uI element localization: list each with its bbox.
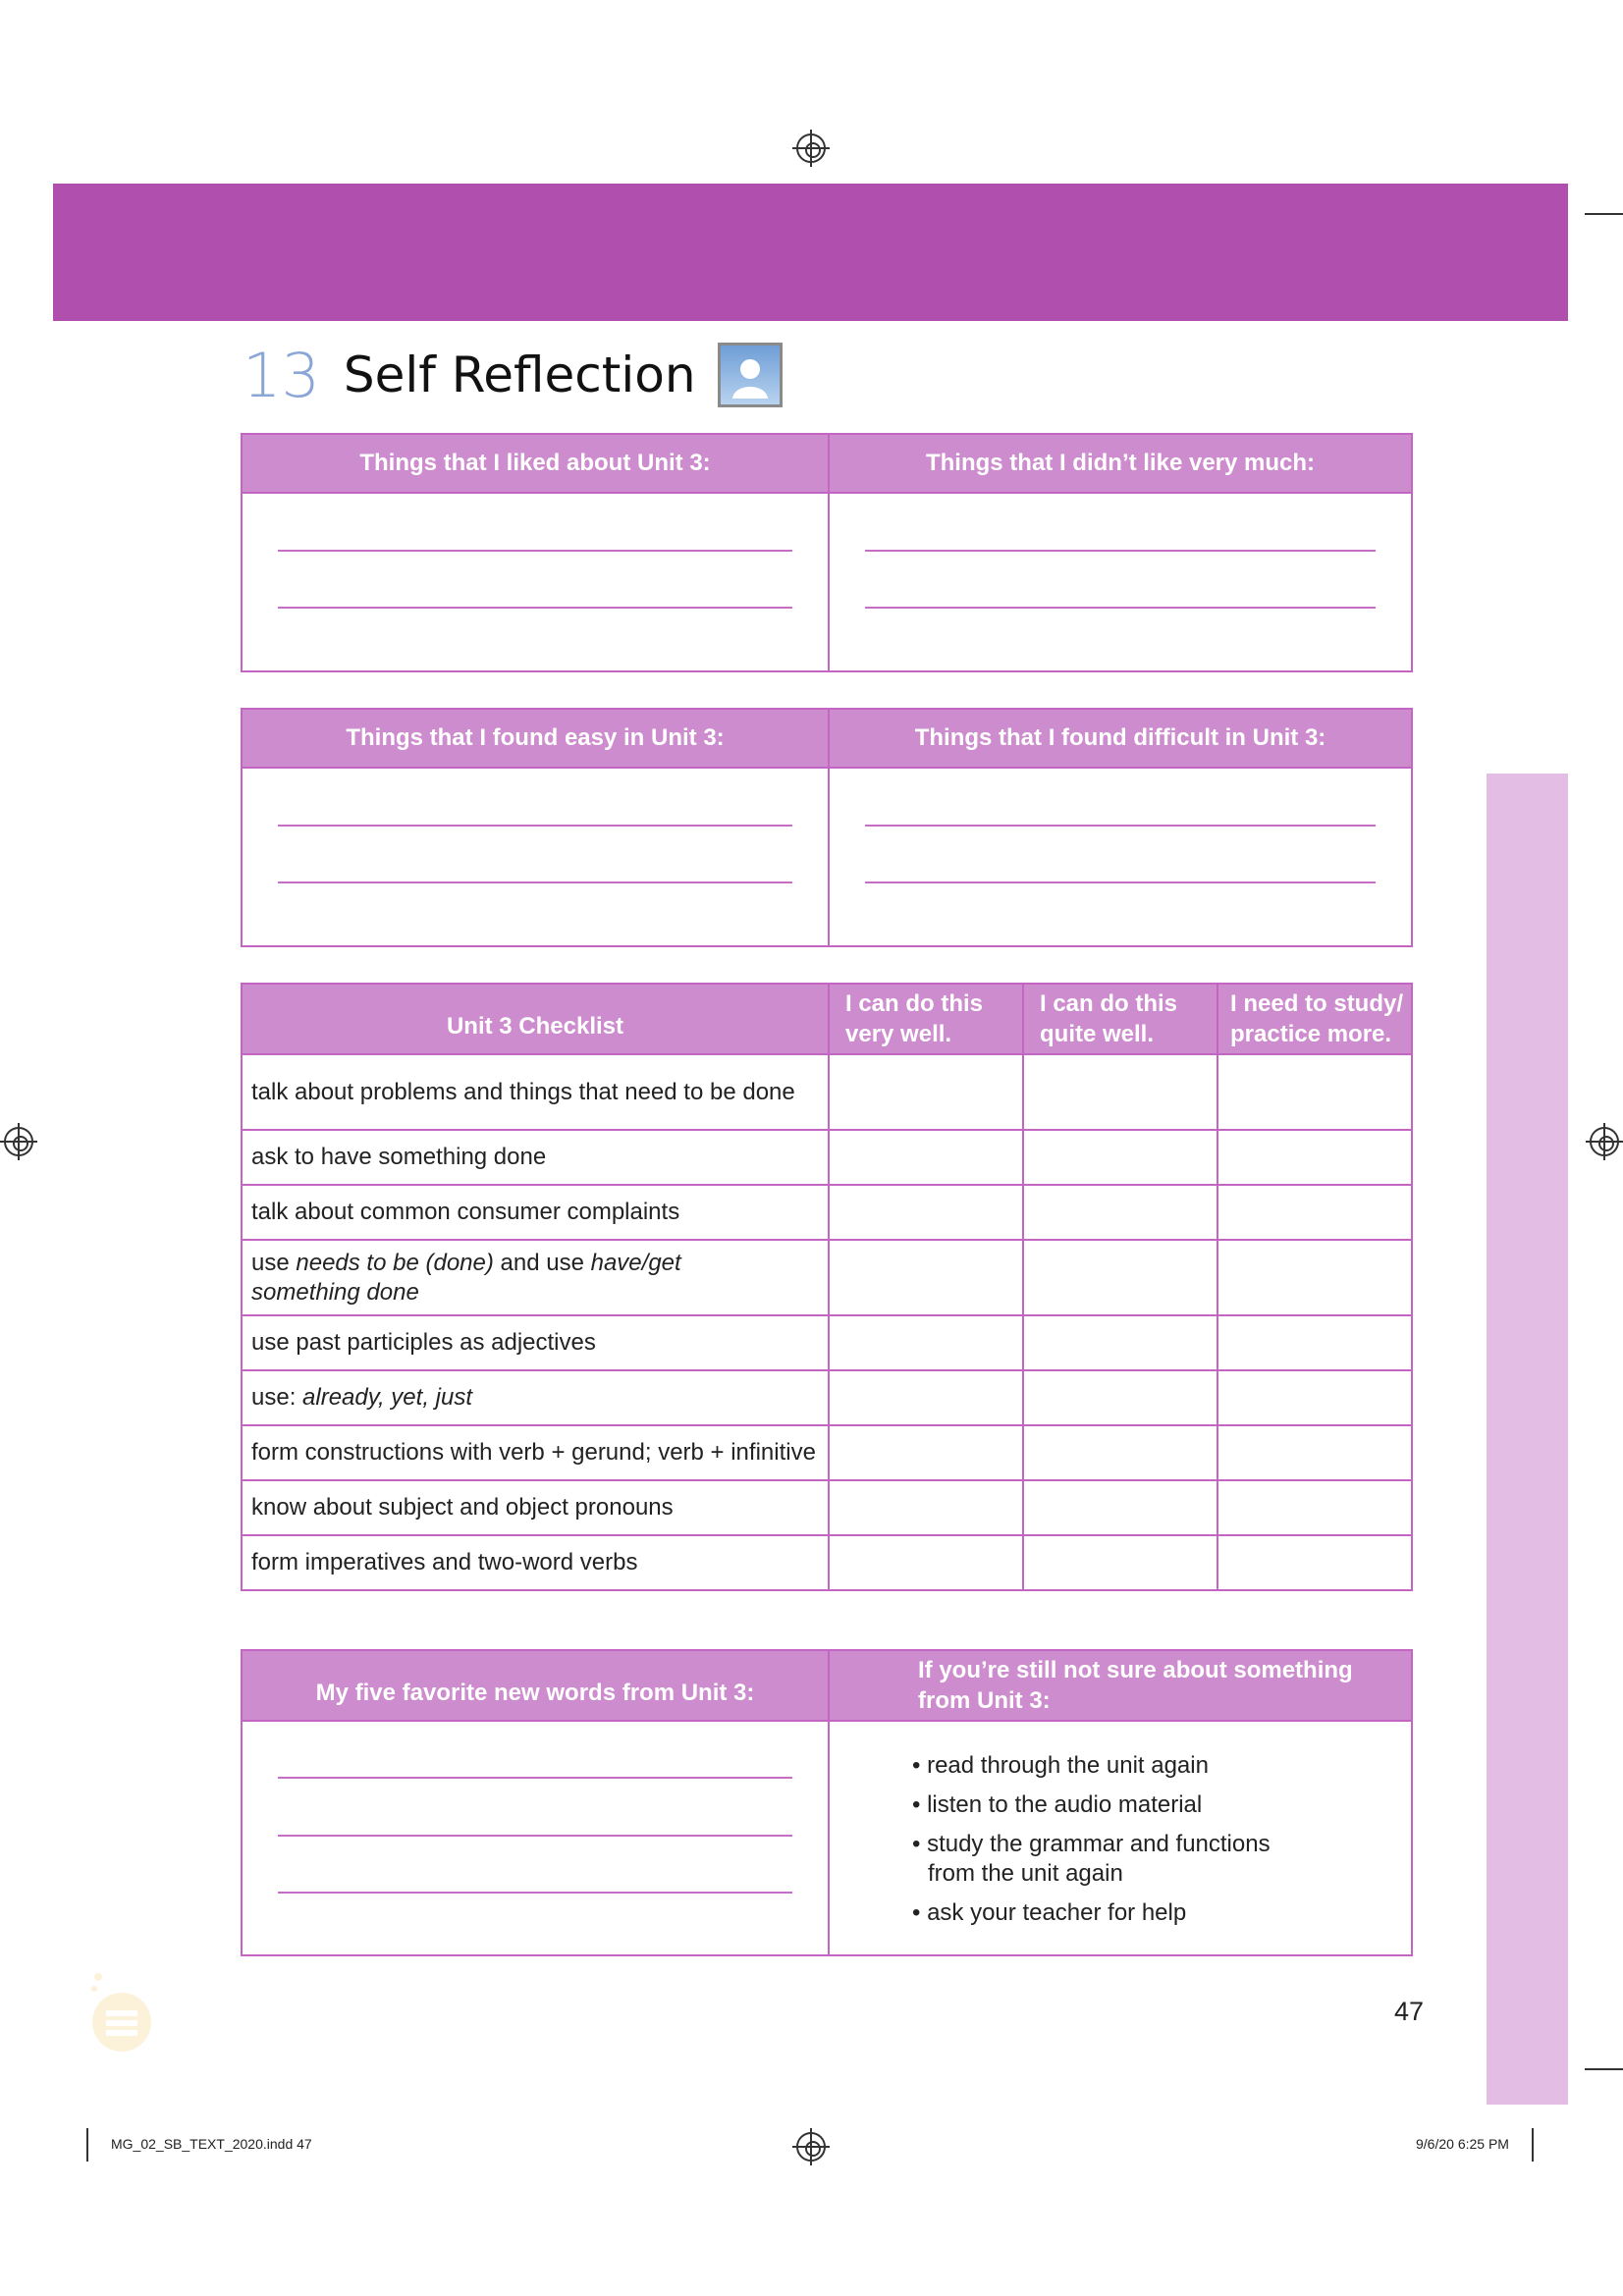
checkbox-cell[interactable] bbox=[829, 1240, 1023, 1315]
list-item bbox=[912, 1830, 1271, 1889]
liked-writing-area[interactable] bbox=[242, 493, 829, 671]
checkbox-cell[interactable] bbox=[1023, 1054, 1217, 1130]
unit-checklist-table bbox=[241, 983, 1413, 1591]
favorite-words-header: My five favorite new words from Unit 3: bbox=[242, 1650, 829, 1721]
registration-mark-icon bbox=[1590, 1127, 1619, 1156]
registration-mark-icon bbox=[796, 2132, 826, 2162]
checkbox-cell[interactable] bbox=[1217, 1054, 1412, 1130]
page-title bbox=[243, 336, 783, 414]
checkbox-cell[interactable] bbox=[1023, 1535, 1217, 1590]
checkbox-cell[interactable] bbox=[829, 1535, 1023, 1590]
writing-line bbox=[278, 825, 792, 827]
writing-line bbox=[865, 881, 1376, 883]
writing-line bbox=[865, 607, 1376, 609]
checkbox-cell[interactable] bbox=[829, 1054, 1023, 1130]
checkbox-cell[interactable] bbox=[829, 1370, 1023, 1425]
table-row bbox=[242, 1185, 1412, 1240]
difficult-header: Things that I found difficult in Unit 3: bbox=[829, 709, 1412, 768]
favorite-words-writing-area[interactable] bbox=[242, 1721, 829, 1955]
page-number: 47 bbox=[1394, 1997, 1425, 2026]
footer-filename: MG_02_SB_TEXT_2020.indd 47 bbox=[111, 2136, 312, 2152]
writing-line bbox=[278, 607, 792, 609]
disliked-header: Things that I didn’t like very much: bbox=[829, 434, 1412, 493]
col-study-more-line2: practice more. bbox=[1230, 1021, 1392, 1047]
easy-difficult-table bbox=[241, 708, 1413, 947]
checkbox-cell[interactable] bbox=[1217, 1425, 1412, 1480]
table-row bbox=[242, 1130, 1412, 1185]
section-number: 13 bbox=[243, 339, 320, 411]
checkbox-cell[interactable] bbox=[1023, 1185, 1217, 1240]
registration-mark-icon bbox=[4, 1127, 33, 1156]
checkbox-cell[interactable] bbox=[829, 1425, 1023, 1480]
table-row bbox=[242, 1535, 1412, 1590]
item-text-italic: needs to be (done) bbox=[296, 1249, 494, 1276]
list-item: • read through the unit again bbox=[912, 1752, 1209, 1779]
not-sure-header bbox=[829, 1650, 1412, 1721]
self-reflection-icon bbox=[718, 343, 783, 407]
writing-line bbox=[278, 1777, 792, 1779]
section-title: Self Reflection bbox=[343, 347, 696, 403]
disliked-writing-area[interactable] bbox=[829, 493, 1412, 671]
checkbox-cell[interactable] bbox=[1217, 1535, 1412, 1590]
checklist-item bbox=[242, 1370, 829, 1425]
table-row bbox=[242, 1315, 1412, 1370]
col-study-more-line1: I need to study/ bbox=[1230, 990, 1404, 1017]
side-color-strip bbox=[1487, 774, 1568, 2105]
checklist-header: Unit 3 Checklist bbox=[242, 984, 829, 1054]
difficult-writing-area[interactable] bbox=[829, 768, 1412, 946]
item-text-italic: something done bbox=[251, 1278, 419, 1306]
table-row bbox=[242, 1054, 1412, 1130]
liked-table bbox=[241, 433, 1413, 672]
col-very-well-line1: I can do this bbox=[845, 990, 984, 1017]
checkbox-cell[interactable] bbox=[829, 1480, 1023, 1535]
checkbox-cell[interactable] bbox=[1023, 1425, 1217, 1480]
tip-text: • study the grammar and functions bbox=[912, 1831, 1271, 1857]
crop-mark bbox=[86, 2128, 88, 2162]
easy-writing-area[interactable] bbox=[242, 768, 829, 946]
list-item: • ask your teacher for help bbox=[912, 1899, 1187, 1926]
checkbox-cell[interactable] bbox=[829, 1185, 1023, 1240]
col-study-more bbox=[1217, 984, 1412, 1054]
checkbox-cell[interactable] bbox=[1023, 1240, 1217, 1315]
checklist-item: use past participles as adjectives bbox=[242, 1315, 829, 1370]
easy-header: Things that I found easy in Unit 3: bbox=[242, 709, 829, 768]
liked-header: Things that I liked about Unit 3: bbox=[242, 434, 829, 493]
watermark-logo-icon bbox=[86, 1965, 157, 2056]
crop-mark bbox=[1532, 2128, 1534, 2162]
item-text-italic: have/get bbox=[590, 1249, 681, 1276]
col-quite-well-line1: I can do this bbox=[1040, 990, 1178, 1017]
checklist-item: talk about problems and things that need to be done bbox=[242, 1054, 829, 1130]
crop-mark bbox=[1585, 213, 1623, 215]
checkbox-cell[interactable] bbox=[1023, 1130, 1217, 1185]
top-banner bbox=[53, 184, 1568, 321]
checkbox-cell[interactable] bbox=[1217, 1130, 1412, 1185]
writing-line bbox=[865, 550, 1376, 552]
writing-line bbox=[278, 1835, 792, 1837]
tip-text-continued: from the unit again bbox=[928, 1860, 1123, 1887]
table-row bbox=[242, 1480, 1412, 1535]
checkbox-cell[interactable] bbox=[1217, 1240, 1412, 1315]
checkbox-cell[interactable] bbox=[1217, 1315, 1412, 1370]
writing-line bbox=[278, 1892, 792, 1894]
footer-date: 9/6/20 6:25 PM bbox=[1416, 2136, 1509, 2152]
writing-line bbox=[865, 825, 1376, 827]
advice-list bbox=[912, 1751, 1271, 1938]
not-sure-header-line1: If you’re still not sure about something bbox=[918, 1657, 1353, 1683]
writing-line bbox=[278, 881, 792, 883]
writing-line bbox=[278, 550, 792, 552]
item-text: use bbox=[251, 1249, 297, 1276]
advice-cell bbox=[829, 1721, 1412, 1955]
table-row bbox=[242, 1425, 1412, 1480]
favorite-words-table bbox=[241, 1649, 1413, 1956]
checkbox-cell[interactable] bbox=[829, 1315, 1023, 1370]
checklist-item: ask to have something done bbox=[242, 1130, 829, 1185]
list-item: • listen to the audio material bbox=[912, 1791, 1203, 1818]
col-quite-well bbox=[1023, 984, 1217, 1054]
registration-mark-icon bbox=[796, 133, 826, 163]
checkbox-cell[interactable] bbox=[1217, 1185, 1412, 1240]
checklist-item: know about subject and object pronouns bbox=[242, 1480, 829, 1535]
checklist-item bbox=[242, 1240, 829, 1315]
col-very-well-line2: very well. bbox=[845, 1021, 952, 1047]
checkbox-cell[interactable] bbox=[1217, 1370, 1412, 1425]
col-quite-well-line2: quite well. bbox=[1040, 1021, 1155, 1047]
checkbox-cell[interactable] bbox=[1023, 1480, 1217, 1535]
checkbox-cell[interactable] bbox=[1217, 1480, 1412, 1535]
checklist-item: talk about common consumer complaints bbox=[242, 1185, 829, 1240]
checklist-item: form imperatives and two-word verbs bbox=[242, 1535, 829, 1590]
checkbox-cell[interactable] bbox=[829, 1130, 1023, 1185]
item-text: use: bbox=[251, 1384, 303, 1411]
not-sure-header-line2: from Unit 3: bbox=[918, 1687, 1051, 1714]
col-very-well bbox=[829, 984, 1023, 1054]
checkbox-cell[interactable] bbox=[1023, 1370, 1217, 1425]
checklist-item: form constructions with verb + gerund; verb + infinitive bbox=[242, 1425, 829, 1480]
crop-mark bbox=[1585, 2068, 1623, 2070]
table-row bbox=[242, 1370, 1412, 1425]
checkbox-cell[interactable] bbox=[1023, 1315, 1217, 1370]
table-row bbox=[242, 1240, 1412, 1315]
item-text: and use bbox=[493, 1249, 591, 1276]
item-text-italic: already, yet, just bbox=[302, 1384, 472, 1411]
